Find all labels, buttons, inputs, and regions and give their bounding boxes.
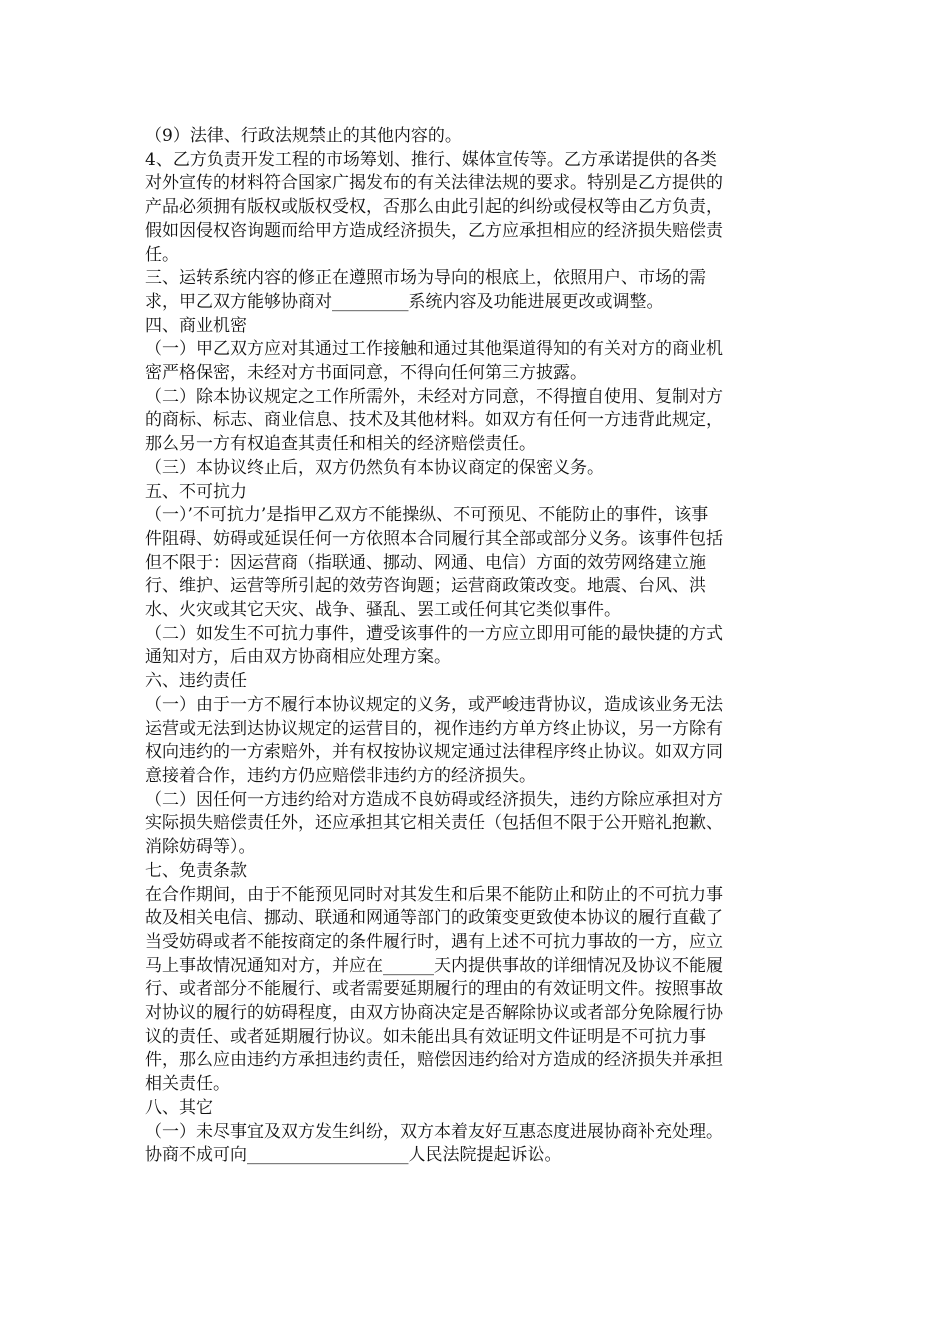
text-line: 假如因侵权咨询题而给甲方造成经济损失，乙方应承担相应的经济损失赔偿责 xyxy=(145,220,723,241)
section-heading: 四、商业机密 xyxy=(145,315,247,336)
text-line: 故及相关电信、挪动、联通和网通等部门的政策变更致使本协议的履行直截了 xyxy=(145,908,723,929)
text-line: 求，甲乙双方能够协商对_________系统内容及功能进展更改或调整。 xyxy=(145,291,664,312)
section-heading: 八、其它 xyxy=(145,1097,213,1118)
section-heading: 六、违约责任 xyxy=(145,671,247,692)
text-line: 议的责任、或者延期履行协议。如未能出具有效证明文件证明是不可抗力事 xyxy=(145,1026,706,1047)
text-line: （9）法律、行政法规禁止的其他内容的。 xyxy=(145,126,462,146)
text-line: 4、乙方负责开发工程的市场筹划、推行、媒体宣传等。乙方承诺提供的各类 xyxy=(145,149,717,170)
text-line: （三）本协议终止后，双方仍然负有本协议商定的保密义务。 xyxy=(145,457,604,478)
text-line: 协商不成可向___________________人民法院提起诉讼。 xyxy=(145,1145,562,1166)
section-heading: 五、不可抗力 xyxy=(145,481,247,502)
text-line: （一）甲乙双方应对其通过工作接触和通过其他渠道得知的有关对方的商业机 xyxy=(145,339,723,360)
document-page xyxy=(145,125,805,1168)
text-line: 相关责任。 xyxy=(145,1074,230,1095)
text-line: 密严格保密，未经对方书面同意，不得向任何第三方披露。 xyxy=(145,363,587,384)
text-line: 消除妨碍等）。 xyxy=(145,837,256,858)
text-line: 对协议的履行的妨碍程度，由双方协商决定是否解除协议或者部分免除履行协 xyxy=(145,1003,723,1024)
text-line: 对外宣传的材料符合国家广揭发布的有关法律法规的要求。特别是乙方提供的 xyxy=(145,173,723,194)
text-line: （二）因任何一方违约给对方造成不良妨碍或经济损失，违约方除应承担对方 xyxy=(145,789,723,810)
text-line: 但不限于：因运营商（指联通、挪动、网通、电信）方面的效劳网络建立施 xyxy=(145,552,706,573)
text-line: 权向违约的一方索赔外，并有权按协议规定通过法律程序终止协议。如双方同 xyxy=(145,742,723,763)
text-line: 产品必须拥有版权或版权受权，否那么由此引起的纠纷或侵权等由乙方负责， xyxy=(145,197,723,218)
text-line: 实际损失赔偿责任外，还应承担其它相关责任（包括但不限于公开赔礼抱歉、 xyxy=(145,813,723,834)
text-line: （一）由于一方不履行本协议规定的义务，或严峻违背协议，造成该业务无法 xyxy=(145,694,723,715)
text-line: 通知对方，后由双方协商相应处理方案。 xyxy=(145,647,451,668)
text-line: （二）如发生不可抗力事件，遭受该事件的一方应立即用可能的最快捷的方式 xyxy=(145,623,723,644)
text-line: 件，那么应由违约方承担违约责任，赔偿因违约给对方造成的经济损失并承担 xyxy=(145,1050,723,1071)
text-line: 水、火灾或其它天灾、战争、骚乱、罢工或任何其它类似事件。 xyxy=(145,600,621,621)
text-line: （一）未尽事宜及双方发生纠纷，双方本着友好互惠态度进展协商补充处理。 xyxy=(145,1121,723,1142)
text-line: 任。 xyxy=(145,244,179,265)
section-heading: 七、免责条款 xyxy=(145,860,247,881)
text-line: 意接着合作，违约方仍应赔偿非违约方的经济损失。 xyxy=(145,765,536,786)
text-line: 运营或无法到达协议规定的运营目的，视作违约方单方终止协议，另一方除有 xyxy=(145,718,723,739)
text-line: 在合作期间，由于不能预见同时对其发生和后果不能防止和防止的不可抗力事 xyxy=(145,884,723,905)
text-line: 当受妨碍或者不能按商定的条件履行时，遇有上述不可抗力事故的一方，应立 xyxy=(145,931,723,952)
text-line: 马上事故情况通知对方，并应在______天内提供事故的详细情况及协议不能履 xyxy=(145,955,723,976)
text-line: 那么另一方有权追查其责任和相关的经济赔偿责任。 xyxy=(145,434,536,455)
text-line: 的商标、标志、商业信息、技术及其他材料。如双方有任何一方违背此规定， xyxy=(145,410,723,431)
text-line: 行、维护、运营等所引起的效劳咨询题；运营商政策改变。地震、台风、洪 xyxy=(145,576,706,597)
text-line: （一）’不可抗力’是指甲乙双方不能操纵、不可预见、不能防止的事件，该事 xyxy=(145,505,709,526)
text-line: 行、或者部分不能履行、或者需要延期履行的理由的有效证明文件。按照事故 xyxy=(145,979,723,1000)
text-line: 三、运转系统内容的修正在遵照市场为导向的根底上，依照用户、市场的需 xyxy=(145,268,706,289)
text-line: （二）除本协议规定之工作所需外，未经对方同意，不得擅自使用、复制对方 xyxy=(145,386,723,407)
text-line: 件阻碍、妨碍或延误任何一方依照本合同履行其全部或部分义务。该事件包括 xyxy=(145,528,723,549)
